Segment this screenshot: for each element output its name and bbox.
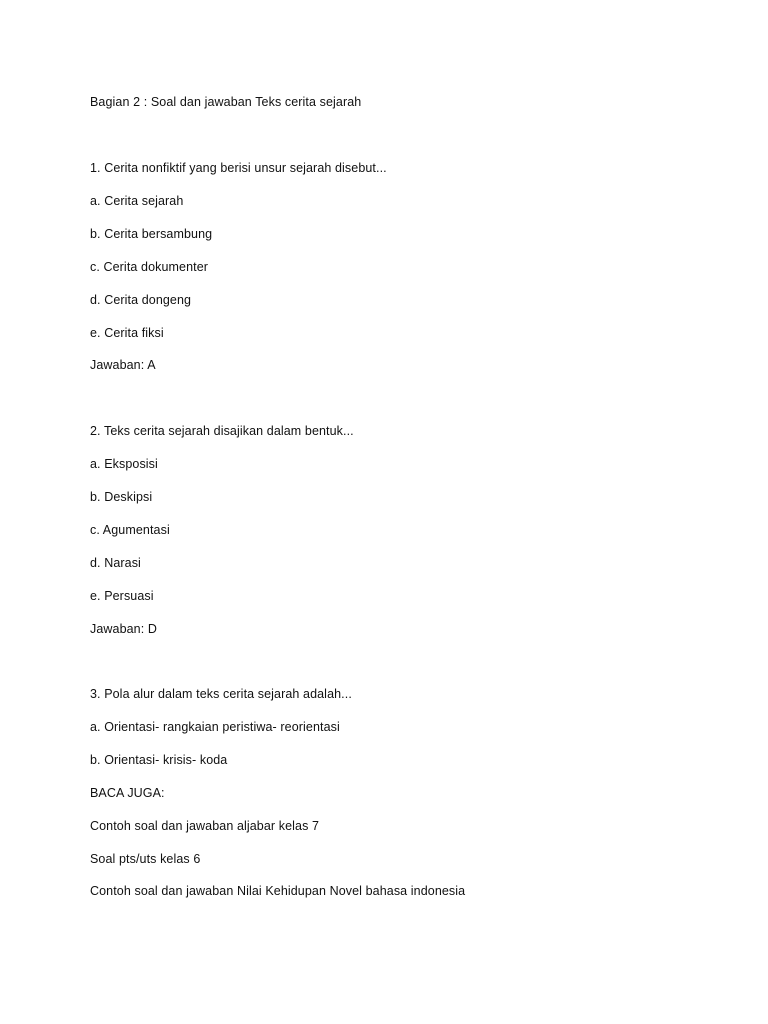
question-2-answer: Jawaban: D [90, 622, 158, 636]
question-1-answer: Jawaban: A [90, 358, 156, 372]
question-2-option-a: a. Eksposisi [90, 457, 158, 471]
baca-juga-link-3[interactable]: Contoh soal dan jawaban Nilai Kehidupan Novel bahasa indonesia [90, 884, 466, 898]
baca-juga-link-1[interactable]: Contoh soal dan jawaban aljabar kelas 7 [90, 819, 320, 833]
question-1: 1. Cerita nonfiktif yang berisi unsur sejarah disebut... [90, 161, 387, 175]
question-1-option-d: d. Cerita dongeng [90, 293, 192, 307]
question-1-option-b: b. Cerita bersambung [90, 227, 213, 241]
question-1-option-c: c. Cerita dokumenter [90, 260, 209, 274]
question-2-option-d: d. Narasi [90, 556, 141, 570]
section-title: Bagian 2 : Soal dan jawaban Teks cerita sejarah [90, 95, 362, 109]
question-2-option-c: c. Agumentasi [90, 523, 170, 537]
question-3-option-b: b. Orientasi- krisis- koda [90, 753, 228, 767]
question-2: 2. Teks cerita sejarah disajikan dalam bentuk... [90, 424, 354, 438]
question-2-option-b: b. Deskipsi [90, 490, 153, 504]
question-1-option-e: e. Cerita fiksi [90, 326, 164, 340]
question-3-option-a: a. Orientasi- rangkaian peristiwa- reorientasi [90, 720, 340, 734]
baca-juga-heading: BACA JUGA: [90, 786, 165, 800]
question-1-option-a: a. Cerita sejarah [90, 194, 184, 208]
question-3: 3. Pola alur dalam teks cerita sejarah adalah... [90, 687, 352, 701]
question-2-option-e: e. Persuasi [90, 589, 154, 603]
baca-juga-link-2[interactable]: Soal pts/uts kelas 6 [90, 852, 201, 866]
